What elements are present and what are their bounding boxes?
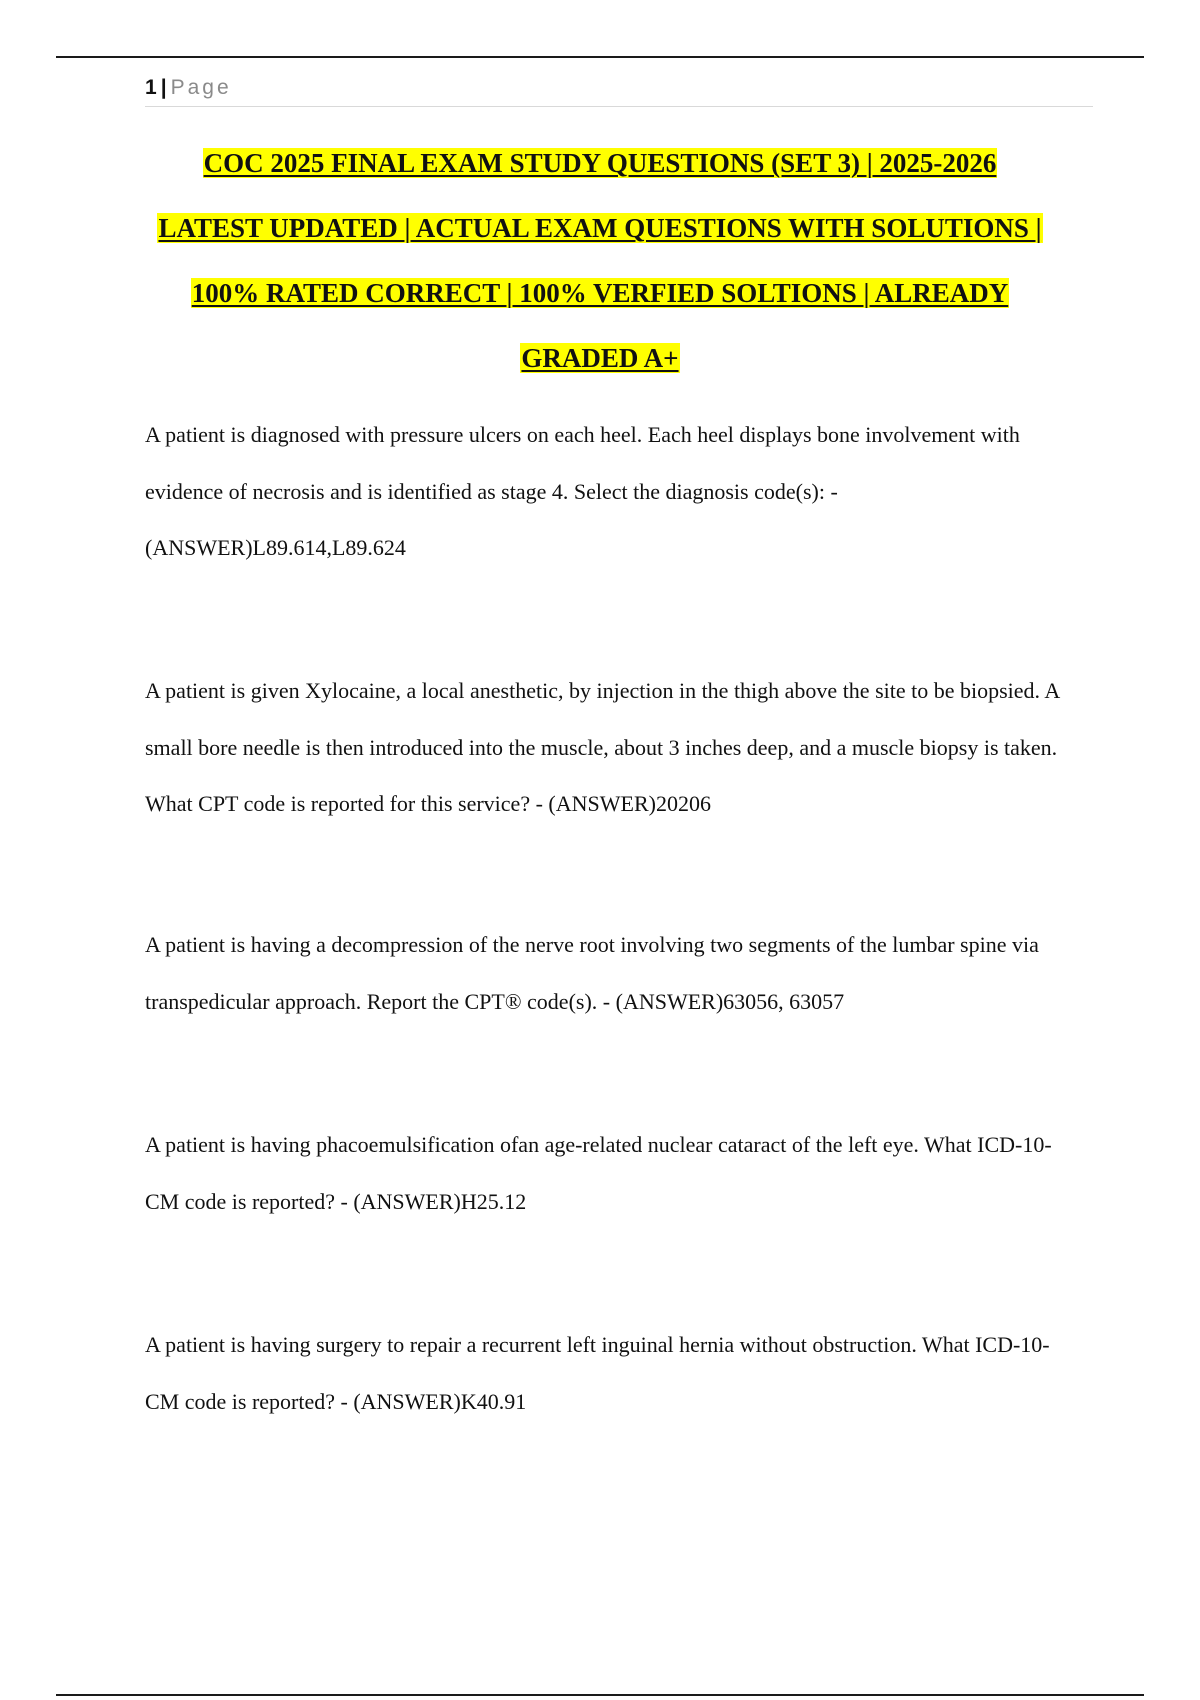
title-line-3: 100% RATED CORRECT | 100% VERFIED SOLTIONS | ALREADY — [191, 278, 1009, 308]
title-line-4: GRADED A+ — [521, 343, 679, 373]
title-line-2: LATEST UPDATED | ACTUAL EXAM QUESTIONS WITH SOLUTIONS | — [158, 213, 1042, 243]
page-header — [145, 72, 1093, 107]
page-separator: | — [160, 76, 167, 99]
bottom-border-line — [56, 1694, 1144, 1696]
question-4: A patient is having phacoemulsification ofan age-related nuclear cataract of the left eye. What ICD-10-CM code is reported? - (ANSWER)H25.12 — [145, 1132, 1052, 1214]
title-line-1: COC 2025 FINAL EXAM STUDY QUESTIONS (SET 3) | 2025-2026 — [203, 148, 997, 178]
page-number: 1 — [145, 76, 157, 99]
question-2: A patient is given Xylocaine, a local anesthetic, by injection in the thigh above the site to be biopsied. A small bore needle is then introduced into the muscle, about 3 inches deep, and a muscle biopsy is taken. What CPT code is reported for this service? - (ANSWER)20206 — [145, 678, 1060, 816]
question-5: A patient is having surgery to repair a recurrent left inguinal hernia without obstruction. What ICD-10-CM code is reported? - (ANSWER)K40.91 — [145, 1332, 1050, 1414]
document-title — [120, 136, 1080, 396]
top-border-line — [56, 56, 1144, 58]
question-3: A patient is having a decompression of the nerve root involving two segments of the lumbar spine via transpedicular approach. Report the CPT® code(s). - (ANSWER)63056, 63057 — [145, 932, 1039, 1014]
question-1: A patient is diagnosed with pressure ulcers on each heel. Each heel displays bone involvement with evidence of necrosis and is identified as stage 4. Select the diagnosis code(s): - (ANSWER)L89.614,L89.624 — [145, 422, 1020, 560]
page-label: Page — [170, 76, 232, 99]
